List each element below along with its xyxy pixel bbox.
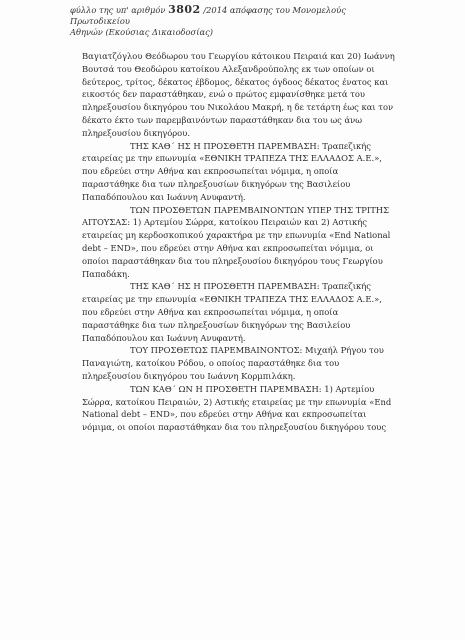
text-line: Παπαδόπουλου και Ιωάννη Ανυφαντή. [82, 191, 246, 202]
paragraph [82, 140, 412, 204]
text-line: παραστάθηκε δια των πληρεξουσίων δικηγόρων της Βασιλείου [82, 178, 351, 189]
text-line: που εδρεύει στην Αθήνα και εκπροσωπείται νόμιμα, η οποία [82, 306, 339, 317]
text-line: εταιρείας με την επωνυμία «ΕΘΝΙΚΗ ΤΡΑΠΕΖΑ ΤΗΣ ΕΛΛΑΔΟΣ Α.Ε.», [82, 294, 382, 305]
text-line: Βουτσά του Θεοδώρου κατοίκου Αλεξανδρούπολης εκ των οποίων οι [82, 63, 375, 74]
header-line-1 [70, 4, 400, 27]
paragraph [82, 344, 412, 382]
header-suffix: /2014 απόφασης του Μονομελούς Πρωτοδικείου [70, 5, 346, 26]
paragraph [82, 50, 412, 140]
text-line: ΤΗΣ ΚΑΘ΄ ΗΣ Η ΠΡΟΣΘΕΤΗ ΠΑΡΕΜΒΑΣΗ: Τραπεζικής [130, 281, 371, 292]
text-line: ΤΩΝ ΚΑΘ΄ ΩΝ Η ΠΡΟΣΘΕΤΗ ΠΑΡΕΜΒΑΣΗ: 1) Αρτεμίου [130, 383, 375, 394]
text-line: πληρεξουσίου δικηγόρου του Νικολάου Μακρή, η δε τετάρτη έως και τον [82, 102, 394, 113]
header-line-2: Αθηνών (Εκούσιας Δικαιοδοσίας) [70, 27, 213, 37]
paragraph [82, 383, 412, 434]
paragraph [82, 204, 412, 281]
text-line: Παναγιώτη, κατοίκου Ρόδου, ο οποίος παραστάθηκε δια του [82, 358, 340, 369]
text-line: Βαγιατζόγλου Θεόδωρου του Γεωργίου κάτοικου Πειραιά και 20) Ιωάννη [82, 51, 395, 61]
text-line: δέκατο έκτο των παρεμβαινόντων παραστάθηκαν δια του ως άνω [82, 114, 363, 125]
text-line: debt – END», που εδρεύει στην Αθήνα και εκπροσωπείται νόμιμα, οι [82, 242, 374, 253]
text-line: πληρεξουσίου δικηγόρου του Ιωάννη Κορμπιλάκη. [82, 370, 296, 381]
text-line: που εδρεύει στην Αθήνα και εκπροσωπείται νόμιμα, η οποία [82, 166, 339, 177]
text-line: ΤΩΝ ΠΡΟΣΘΕΤΩΝ ΠΑΡΕΜΒΑΙΝΟΝΤΩΝ ΥΠΕΡ ΤΗΣ ΤΡΙΤΗΣ [130, 204, 390, 215]
document-body [82, 50, 412, 434]
text-line: παραστάθηκε δια των πληρεξουσίων δικηγόρων της Βασιλείου [82, 319, 351, 330]
text-line: πληρεξουσίου δικηγόρου. [82, 127, 190, 138]
text-line: Σώρρα, κατοίκου Πειραιών, 2) Αστικής εταιρείας με την επωνυμία «End [82, 396, 392, 407]
text-line: Παπαδόπουλου και Ιωάννη Ανυφαντή. [82, 332, 246, 343]
text-line: National debt – END», που εδρεύει στην Αθήνα και εκπροσωπείται [82, 409, 367, 420]
text-line: εταιρείας μη κερδοσκοπικού χαρακτήρα με την επωνυμία «End National [82, 230, 391, 241]
page-header [70, 4, 400, 38]
text-line: ΤΗΣ ΚΑΘ΄ ΗΣ Η ΠΡΟΣΘΕΤΗ ΠΑΡΕΜΒΑΣΗ: Τραπεζικής [130, 140, 371, 151]
text-line: νόμιμα, οι οποίοι παραστάθηκαν δια του πληρεξουσίου δικηγόρου τους [82, 422, 387, 433]
text-line: Παπαδάκη. [82, 268, 130, 279]
decision-number: 3802 [168, 3, 201, 16]
text-line: οποίοι παραστάθηκαν δια του πληρεξουσίου δικηγόρου τους Γεωργίου [82, 255, 383, 266]
text-line: εικοστός δεν παραστάθηκαν, ενώ ο πρώτος εμφανίσθηκε μετά του [82, 89, 365, 100]
text-line: ΤΟΥ ΠΡΟΣΘΕΤΩΣ ΠΑΡΕΜΒΑΙΝΟΝΤΟΣ: Μιχαήλ Ρήγου του [130, 345, 384, 356]
text-line: δεύτερος, τρίτος, δέκατος έβδομος, δέκατος όγδοος δέκατος ένατος και [82, 76, 389, 87]
paragraph [82, 280, 412, 344]
text-line: εταιρείας με την επωνυμία «ΕΘΝΙΚΗ ΤΡΑΠΕΖΑ ΤΗΣ ΕΛΛΑΔΟΣ Α.Ε.», [82, 153, 382, 164]
text-line: ΑΙΤΟΥΣΑΣ: 1) Αρτεμίου Σώρρα, κατοίκου Πειραιών και 2) Αστικής [82, 217, 367, 228]
header-prefix: φύλλο της υπ' αριθμόν [70, 5, 166, 15]
